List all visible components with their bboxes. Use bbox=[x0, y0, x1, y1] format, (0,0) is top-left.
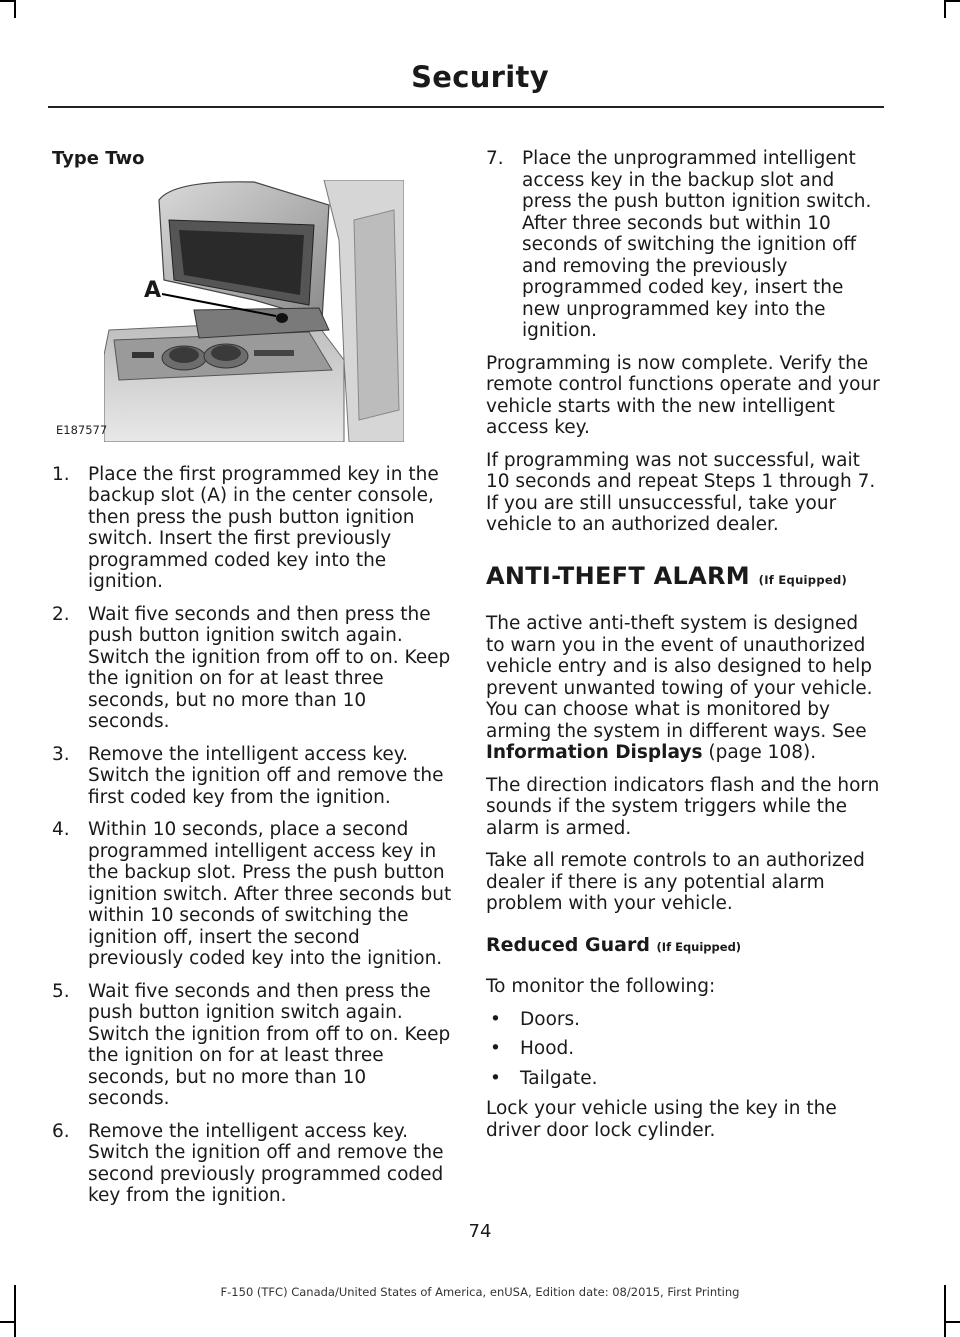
step-number: 6. bbox=[52, 1120, 70, 1142]
if-equipped-tag: (If Equipped) bbox=[656, 939, 742, 954]
right-column bbox=[486, 148, 882, 1152]
step-number: 7. bbox=[486, 148, 504, 169]
callout-label: A bbox=[144, 277, 162, 303]
page-title: Security bbox=[411, 60, 549, 94]
subsection-heading bbox=[486, 935, 882, 959]
subsection-heading: Type Two bbox=[52, 148, 145, 169]
footer-text: F-150 (TFC) Canada/United States of America, enUSA, Edition date: 08/2015, First Printing bbox=[220, 1285, 740, 1299]
step-number: 5. bbox=[52, 980, 70, 1002]
left-column bbox=[52, 148, 452, 1218]
subsection-heading-text: Reduced Guard bbox=[486, 933, 650, 956]
paragraph-text: The active anti-theft system is designed to warn you in the event of unauthorized vehicle entry and is also designed to help prevent unwanted towing of your vehicle. You can choose what is monitored by arming the system in different ways. See bbox=[486, 613, 873, 742]
page-reference: (page 108). bbox=[702, 742, 817, 763]
section-heading-text: ANTI-THEFT ALARM bbox=[486, 561, 750, 590]
paragraph-active-system bbox=[486, 613, 882, 764]
steps-list-continued bbox=[486, 148, 882, 342]
bullet-text: Hood. bbox=[520, 1038, 575, 1059]
crop-mark bbox=[946, 1321, 960, 1323]
step-text: Wait five seconds and then press the push button ignition switch again. Switch the ignition from off to on. Keep the ignition on for at least three seconds, but no more than 10 seconds. bbox=[88, 980, 451, 1109]
step-text: Place the unprogrammed intelligent access key in the backup slot and press the push button ignition switch. After three seconds but within 10 seconds of switching the ignition off and removing the previously programmed coded key, insert the new unprogrammed key into the ignition. bbox=[522, 148, 872, 341]
monitored-items-list bbox=[486, 1009, 882, 1090]
crop-mark bbox=[0, 0, 14, 2]
figure-id: E187577 bbox=[56, 423, 108, 437]
information-displays-link[interactable]: Information Displays bbox=[486, 742, 703, 763]
list-item bbox=[486, 148, 882, 342]
paragraph-direction-indicators: The direction indicators flash and the horn sounds if the system triggers while the alarm is armed. bbox=[486, 774, 880, 839]
list-item bbox=[486, 1009, 882, 1031]
list-item bbox=[52, 604, 452, 733]
bullet-icon: • bbox=[490, 1008, 501, 1030]
paragraph-complete: Programming is now complete. Verify the remote control functions operate and your vehicle starts with the new intelligent access key. bbox=[486, 352, 880, 438]
crop-mark bbox=[0, 1321, 14, 1323]
paragraph-unsuccessful: If programming was not successful, wait 10 seconds and repeat Steps 1 through 7. If you are still unsuccessful, take your vehicle to an authorized dealer. bbox=[486, 449, 876, 535]
page-number: 74 bbox=[468, 1221, 492, 1242]
bullet-icon: • bbox=[490, 1067, 501, 1089]
crop-mark bbox=[946, 0, 960, 2]
paragraph-take-controls: Take all remote controls to an authorized dealer if there is any potential alarm problem with your vehicle. bbox=[486, 850, 865, 914]
step-text: Place the first programmed key in the backup slot (A) in the center console, then press the push button ignition switch. Insert the first previously programmed coded key into the ignition. bbox=[88, 463, 439, 592]
bullet-icon: • bbox=[490, 1038, 501, 1059]
crop-mark bbox=[14, 0, 16, 18]
console-drawing bbox=[104, 180, 404, 442]
paragraph-lock-vehicle: Lock your vehicle using the key in the driver door lock cylinder. bbox=[486, 1098, 837, 1141]
steps-list bbox=[52, 464, 452, 1207]
step-number: 2. bbox=[52, 603, 70, 625]
list-item bbox=[52, 744, 452, 809]
step-number: 1. bbox=[52, 463, 70, 485]
step-text: Wait five seconds and then press the push button ignition switch again. Switch the ignition from off to on. Keep the ignition on for at least three seconds, but no more than 10 seconds. bbox=[88, 603, 451, 732]
paragraph-monitor: To monitor the following: bbox=[486, 976, 716, 997]
bullet-text: Tailgate. bbox=[520, 1067, 598, 1089]
center-console-illustration bbox=[56, 180, 404, 442]
step-text: Within 10 seconds, place a second programmed intelligent access key in the backup slot. Press the push button ignition switch. After three seconds but within 10 seconds of switching the ignition off, insert the second previously coded key into the ignition. bbox=[88, 819, 452, 969]
list-item bbox=[52, 1121, 452, 1207]
header-divider bbox=[48, 106, 884, 108]
step-number: 4. bbox=[52, 819, 70, 840]
crop-mark bbox=[944, 0, 946, 18]
list-item bbox=[52, 464, 452, 593]
step-number: 3. bbox=[52, 743, 70, 765]
list-item bbox=[486, 1038, 882, 1060]
step-text: Remove the intelligent access key. Switch the ignition off and remove the first coded key from the ignition. bbox=[88, 743, 444, 808]
if-equipped-tag: (If Equipped) bbox=[758, 572, 848, 587]
list-item bbox=[486, 1068, 882, 1090]
step-text: Remove the intelligent access key. Switch the ignition off and remove the second previously programmed coded key from the ignition. bbox=[88, 1120, 444, 1206]
section-heading bbox=[486, 561, 882, 592]
list-item bbox=[52, 981, 452, 1110]
list-item bbox=[52, 819, 452, 970]
bullet-text: Doors. bbox=[520, 1008, 581, 1030]
